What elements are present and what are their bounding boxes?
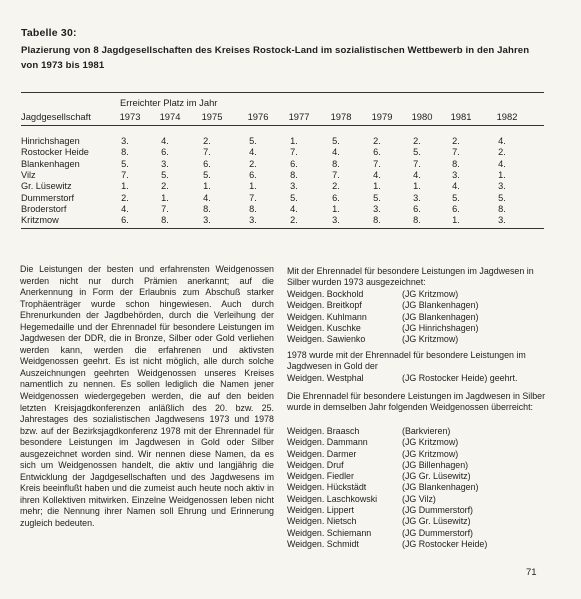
person-name: Weidgen. Dammann — [287, 437, 368, 448]
rank-cell: 3. — [498, 181, 506, 192]
person-name: Weidgen. Sawienko — [287, 334, 366, 345]
group-name: (JG Gr. Lüsewitz) — [402, 516, 471, 527]
rank-cell: 6. — [373, 147, 381, 158]
group-name: (JG Blankenhagen) — [402, 482, 479, 493]
group-name: (JG Dummerstorf) — [402, 527, 473, 538]
person-name: Weidgen. Breitkopf — [287, 300, 362, 311]
year-header: 1977 — [288, 111, 310, 122]
rank-cell: 5. — [452, 192, 460, 203]
rank-cell: 8. — [413, 215, 421, 226]
rank-cell: 8. — [290, 169, 298, 180]
group-name: (Barkvieren) — [402, 426, 451, 436]
rank-cell: 7. — [332, 169, 340, 180]
rank-cell: 4. — [121, 203, 129, 214]
person-name: Weidgen. Lippert — [287, 505, 354, 516]
year-header: 1980 — [411, 111, 433, 122]
rank-cell: 7. — [203, 147, 211, 158]
rank-cell: 5. — [332, 136, 340, 146]
rank-cell: 8. — [161, 215, 169, 226]
rank-cell: 2. — [413, 136, 421, 146]
hunting-group-name: Hinrichshagen — [21, 136, 80, 146]
rank-cell: 7. — [452, 147, 460, 158]
group-name: (JG Hinrichshagen) — [402, 322, 479, 333]
person-name: Weidgen. Bockhold — [287, 289, 364, 299]
rank-cell: 6. — [161, 147, 169, 158]
person-name: Weidgen. Darmer — [287, 448, 357, 459]
rank-cell: 4. — [249, 147, 257, 158]
person-name: Weidgen. Druf — [287, 459, 344, 470]
year-header: 1974 — [159, 111, 181, 122]
year-header: 1982 — [496, 111, 518, 122]
hunting-group-name: Broderstorf — [21, 203, 67, 214]
group-name: (JG Rostocker Heide) geehrt. — [402, 373, 518, 383]
year-header: 1978 — [330, 111, 352, 122]
rank-cell: 8. — [373, 215, 381, 226]
rank-cell: 4. — [161, 136, 169, 146]
person-name: Weidgen. Laschkowski — [287, 493, 378, 504]
rank-cell: 4. — [373, 169, 381, 180]
rank-cell: 1. — [452, 215, 460, 226]
rank-cell: 5. — [498, 192, 506, 203]
group-name: (JG Kritzmow) — [402, 289, 459, 299]
rank-cell: 2. — [121, 192, 129, 203]
rank-cell: 4. — [290, 203, 298, 214]
rank-cell: 3. — [413, 192, 421, 203]
rank-cell: 5. — [249, 136, 257, 146]
rank-cell: 1. — [373, 181, 381, 192]
rank-cell: 1. — [413, 181, 421, 192]
rank-cell: 4. — [498, 158, 506, 169]
rank-cell: 1. — [161, 192, 169, 203]
group-name: (JG Dummerstorf) — [402, 505, 473, 516]
rank-cell: 1. — [332, 203, 340, 214]
table-bottom-rule — [21, 228, 544, 229]
rank-cell: 7. — [161, 203, 169, 214]
body-paragraph: Die Leistungen der besten und erfahrensten Weidgenossen werden nicht nur durch Prämien anerkannt; auf die Anerkennung in Form der Erlaubnis zum Abschuß starker Trophäenträger wurde schon hingewiesen. Auch durch Ehrenurkunden der Jagdbehörden, durch die Verleihung der Hegemedaille und der Ehrennadel für besondere Leistungen im Jagdwesen der DDR, die in Bronze, Silber oder Gold verliehen werden kann, werden die erfahrenen und aktivsten Weidgenossen geehrt. Es ist nicht möglich, alle durch solche Auszeichnungen geehrten Weidgenossen unseres Kreises namentlich zu nennen. Es sollen lediglich die Namen jener Weidgenossen wiedergegeben werden, die auf den beiden letzten Kreisjagdkonferenzen anläßlich des 20. bzw. 25. Jahrestages des sozialistischen Jagdwesens 1973 und 1978 bzw. auf der Bezirksjagdkonferenz 1978 mit der Ehrennadel für besondere Leistungen im Jagdwesen in Gold oder Silber ausgezeichnet worden sind. Wir nennen diese Namen, da es sich um Weidgenossen handelt, die aktiv und langjährig die Entwicklung der Jagdgesellschaften und des Jagdwesens im Kreis beeinflußt haben und die zumeist auch heute noch aktiv in ihren Kollektiven mitwirken. Einzelne Weidgenossen leben nicht mehr; die Nennung ihrer Namen soll Ehrung und Erinnerung zugleich bedeuten. — [20, 264, 274, 529]
rank-cell: 4. — [203, 192, 211, 203]
rank-cell: 1. — [121, 181, 129, 192]
rank-cell: 1. — [498, 169, 506, 180]
person-name: Weidgen. Schmidt — [287, 538, 359, 549]
rank-cell: 8. — [498, 203, 506, 214]
year-header: 1975 — [201, 111, 223, 122]
rank-cell: 6. — [452, 203, 460, 214]
rank-cell: 7. — [413, 158, 421, 169]
year-header: 1973 — [119, 111, 141, 122]
group-name: (JG Blankenhagen) — [402, 300, 479, 311]
hunting-group-name: Blankenhagen — [21, 158, 80, 169]
hunting-group-name: Rostocker Heide — [21, 147, 89, 158]
rank-cell: 6. — [413, 203, 421, 214]
rank-cell: 2. — [249, 158, 257, 169]
hunting-group-name: Dummerstorf — [21, 192, 75, 203]
group-name: (JG Kritzmow) — [402, 448, 459, 459]
rank-cell: 7. — [121, 169, 129, 180]
award-intro-gold-1978: 1978 wurde mit der Ehrennadel für besondere Leistungen im Jagdwesen in Gold der — [287, 350, 526, 372]
rank-cell: 8. — [121, 147, 129, 158]
rank-cell: 2. — [498, 147, 506, 158]
rank-cell: 5. — [290, 192, 298, 203]
rank-cell: 6. — [332, 192, 340, 203]
person-name: Weidgen. Hückstädt — [287, 482, 367, 493]
rank-cell: 3. — [332, 215, 340, 226]
rank-cell: 2. — [332, 181, 340, 192]
person-name: Weidgen. Kuhlmann — [287, 311, 367, 322]
rank-cell: 4. — [413, 169, 421, 180]
rank-cell: 5. — [203, 169, 211, 180]
table-name-header: Jagdgesellschaft — [21, 111, 91, 122]
hunting-group-name: Kritzmow — [21, 215, 59, 226]
rank-cell: 3. — [161, 158, 169, 169]
group-name: (JG Blankenhagen) — [402, 311, 479, 322]
rank-cell: 6. — [249, 169, 257, 180]
rank-cell: 4. — [452, 181, 460, 192]
rank-cell: 8. — [249, 203, 257, 214]
hunting-group-name: Vilz — [21, 169, 36, 180]
rank-cell: 1. — [249, 181, 257, 192]
rank-cell: 3. — [249, 215, 257, 226]
rank-cell: 6. — [121, 215, 129, 226]
rank-cell: 3. — [121, 136, 129, 146]
rank-cell: 2. — [161, 181, 169, 192]
table-header-rule — [21, 125, 544, 126]
rank-cell: 8. — [452, 158, 460, 169]
group-name: (JG Billenhagen) — [402, 459, 469, 470]
table-top-rule — [21, 92, 544, 93]
rank-cell: 1. — [290, 136, 298, 146]
group-name: (JG Kritzmow) — [402, 334, 459, 345]
rank-cell: 4. — [498, 136, 506, 146]
rank-cell: 2. — [290, 215, 298, 226]
page-number: 71 — [526, 567, 537, 578]
rank-cell: 4. — [332, 147, 340, 158]
rank-cell: 6. — [203, 158, 211, 169]
rank-cell: 3. — [498, 215, 506, 226]
rank-cell: 5. — [373, 192, 381, 203]
person-name: Weidgen. Schiemann — [287, 527, 372, 538]
rank-cell: 7. — [290, 147, 298, 158]
person-name: Weidgen. Kuschke — [287, 322, 361, 333]
left-column — [20, 264, 274, 530]
rank-cell: 8. — [203, 203, 211, 214]
rank-cell: 3. — [290, 181, 298, 192]
rank-cell: 2. — [203, 136, 211, 146]
year-header: 1976 — [247, 111, 269, 122]
rank-cell: 3. — [203, 215, 211, 226]
rank-cell: 1. — [203, 181, 211, 192]
award-intro-1973: Mit der Ehrennadel für besondere Leistungen im Jagdwesen in Silber wurden 1973 ausgezeichnet: — [287, 266, 534, 288]
rank-cell: 2. — [452, 136, 460, 146]
group-name: (JG Gr. Lüsewitz) — [402, 471, 471, 482]
table-title: Plazierung von 8 Jagdgesellschaften des Kreises Rostock-Land im sozialistischen Wettbewerb in den Jahren von 1973 bis 1981 — [21, 45, 530, 71]
person-name: Weidgen. Braasch — [287, 426, 360, 436]
rank-cell: 3. — [452, 169, 460, 180]
rank-cell: 5. — [161, 169, 169, 180]
award-intro-silver-1978: Die Ehrennadel für besondere Leistungen im Jagdwesen in Silber wurde in demselben Jahr folgenden Weidgenossen überreicht: — [287, 391, 546, 413]
rank-cell: 5. — [413, 147, 421, 158]
rank-cell: 7. — [373, 158, 381, 169]
year-header: 1979 — [371, 111, 393, 122]
group-name: (JG Rostocker Heide) — [402, 538, 488, 549]
person-name: Weidgen. Westphal — [287, 373, 364, 383]
group-name: (JG Kritzmow) — [402, 437, 459, 448]
rank-cell: 3. — [373, 203, 381, 214]
person-name: Weidgen. Nietsch — [287, 516, 357, 527]
person-name: Weidgen. Fiedler — [287, 471, 354, 482]
rank-cell: 6. — [290, 158, 298, 169]
hunting-group-name: Gr. Lüsewitz — [21, 181, 72, 192]
rank-cell: 2. — [373, 136, 381, 146]
table-group-header: Erreichter Platz im Jahr — [120, 97, 218, 108]
table-label: Tabelle 30: — [21, 27, 77, 39]
rank-cell: 8. — [332, 158, 340, 169]
group-name: (JG Vilz) — [402, 493, 436, 504]
year-header: 1981 — [450, 111, 472, 122]
rank-cell: 5. — [121, 158, 129, 169]
rank-cell: 7. — [249, 192, 257, 203]
